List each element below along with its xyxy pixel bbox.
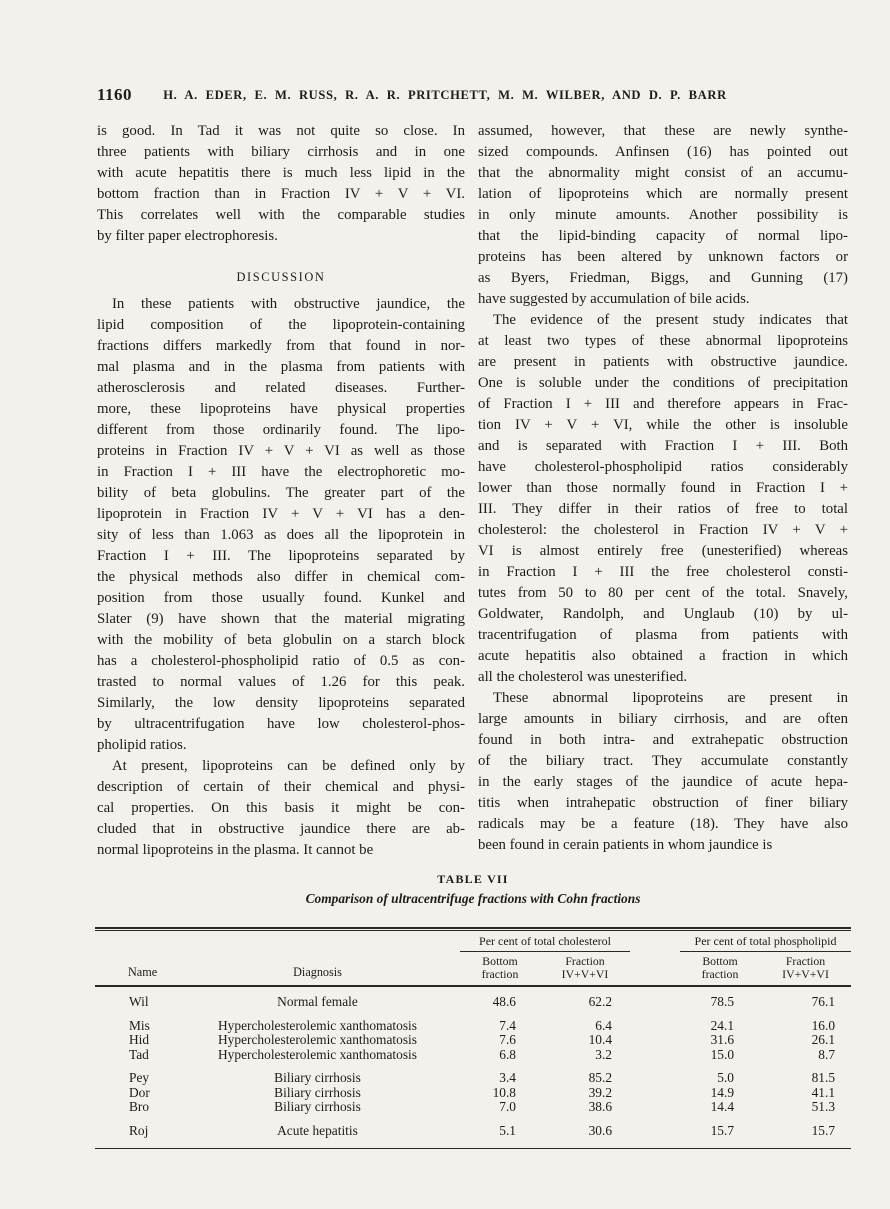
text-line: lation of lipoproteins which are normally present xyxy=(478,186,848,202)
col-group-phospholipid: Per cent of total phospholipid xyxy=(680,931,851,952)
table-row xyxy=(95,1019,851,1034)
text-line: at least two types of these abnormal lipoproteins xyxy=(478,333,848,349)
text-line: by filter paper electrophoresis. xyxy=(97,228,278,244)
cell-spacer xyxy=(630,1033,680,1048)
text-line: have cholesterol-phospholipid ratios considerably xyxy=(478,459,848,475)
running-head xyxy=(97,85,853,107)
text-line: At present, lipoproteins can be defined only by xyxy=(112,758,465,774)
cell-diagnosis: Acute hepatitis xyxy=(277,1122,358,1138)
cell-phos-fraction: 15.7 xyxy=(811,1122,836,1138)
cell-spacer xyxy=(630,1019,680,1034)
text-line: in only minute amounts. Another possibility is xyxy=(478,207,848,223)
text-line: in Fraction I + III the free cholesterol consti- xyxy=(478,564,848,580)
text-line: and is separated with Fraction I + III. Both xyxy=(478,438,848,454)
paragraph xyxy=(478,688,848,856)
col-header-phos-bottom: Bottom fraction xyxy=(680,952,760,987)
text-line: cholesterol: the cholesterol in Fraction IV + V + xyxy=(478,522,848,538)
cell-chol-bottom: 48.6 xyxy=(492,994,516,1009)
text-line: III. They differ in their ratios of free to total xyxy=(478,501,848,517)
table-row xyxy=(95,1100,851,1115)
text-line: proteins in Fraction IV + V + VI as well as those xyxy=(97,443,465,459)
cell-spacer xyxy=(630,986,680,1010)
text-line: tracentrifugation of plasma from patients with xyxy=(478,627,848,643)
col-header-name: Name xyxy=(95,931,175,986)
text-line: sized compounds. Anfinsen (16) has pointed out xyxy=(478,144,848,160)
cell-name: Tad xyxy=(129,1046,149,1062)
text-line: three patients with biliary cirrhosis and in one xyxy=(97,144,465,160)
cell-chol-fraction: 3.2 xyxy=(595,1046,613,1062)
col-header-diagnosis: Diagnosis xyxy=(175,931,460,986)
table-label: TABLE VII xyxy=(437,872,509,886)
text-line: Slater (9) have shown that the material migrating xyxy=(97,611,465,627)
col-header-phos-fraction: Fraction IV+V+VI xyxy=(760,952,851,987)
text-line: titis when intrahepatic obstruction of finer biliary xyxy=(478,795,848,811)
cell-chol-fraction: 38.6 xyxy=(588,1099,613,1114)
table-vii-section xyxy=(95,872,851,1149)
cell-phos-fraction: 41.1 xyxy=(811,1084,836,1100)
cell-phos-fraction: 51.3 xyxy=(811,1099,836,1114)
cell-diagnosis: Biliary cirrhosis xyxy=(274,1099,361,1114)
text-line: description of certain of their chemical and physi- xyxy=(97,779,465,795)
page-number: 1160 xyxy=(97,85,133,104)
text-line: large amounts in biliary cirrhosis, and are often xyxy=(478,711,848,727)
col-group-cholesterol: Per cent of total cholesterol xyxy=(460,931,630,952)
cell-chol-bottom: 3.4 xyxy=(499,1070,516,1085)
text-line: different from those ordinarily found. The lipo- xyxy=(97,422,465,438)
text-line: has a cholesterol-phospholipid ratio of 0.5 as con- xyxy=(97,653,465,669)
text-line: position from those usually found. Kunkel and xyxy=(97,590,465,606)
text-line: tutes from 50 to 80 per cent of the total. Snavely, xyxy=(478,585,848,601)
running-head-authors: H. A. EDER, E. M. RUSS, R. A. R. PRITCHETT, M. M. WILBER, AND D. P. BARR xyxy=(163,88,727,102)
cell-name: Roj xyxy=(129,1122,149,1138)
cell-name: Bro xyxy=(129,1099,150,1114)
paragraph xyxy=(97,121,465,247)
cell-chol-fraction: 10.4 xyxy=(588,1032,613,1047)
text-line: acute hepatitis also obtained a fraction in which xyxy=(478,648,848,664)
text-line: sity of less than 1.063 as does all the lipoprotein in xyxy=(97,527,465,543)
text-line: This correlates well with the comparable studies xyxy=(97,207,465,223)
text-line: cal properties. On this basis it might be con- xyxy=(97,800,465,816)
text-line: with the mobility of beta globulin on a starch block xyxy=(97,632,465,648)
text-line: by ultracentrifugation have low cholesterol-phos- xyxy=(97,716,465,732)
cell-phos-bottom: 78.5 xyxy=(710,994,735,1009)
text-line: that the lipid-binding capacity of normal lipo- xyxy=(478,228,848,244)
text-line: Goldwater, Randolph, and Unglaub (10) by ul- xyxy=(478,606,848,622)
cell-spacer xyxy=(630,1071,680,1086)
cell-spacer xyxy=(630,1048,680,1063)
col-spacer xyxy=(630,931,680,986)
text-line: found in both intra- and extrahepatic obstruction xyxy=(478,732,848,748)
cell-phos-bottom: 15.0 xyxy=(710,1046,735,1062)
text-line: lipid composition of the lipoprotein-containing xyxy=(97,317,465,333)
text-line: atherosclerosis and related diseases. Further- xyxy=(97,380,465,396)
text-line: is good. In Tad it was not quite so close. In xyxy=(97,123,465,139)
cell-name: Hid xyxy=(129,1032,150,1047)
left-column xyxy=(97,121,465,861)
row-group-gap xyxy=(95,1010,851,1019)
text-line: tion IV + V + VI, while the other is insoluble xyxy=(478,417,848,433)
cell-phos-bottom: 5.0 xyxy=(717,1070,735,1085)
text-line: One is soluble under the conditions of precipitation xyxy=(478,375,848,391)
cell-spacer xyxy=(630,1124,680,1149)
cell-name: Wil xyxy=(129,994,149,1009)
table-row xyxy=(95,1033,851,1048)
cell-diagnosis: Biliary cirrhosis xyxy=(274,1084,361,1100)
text-line: more, these lipoproteins have physical properties xyxy=(97,401,465,417)
text-line: trasted to normal values of 1.26 for this peak. xyxy=(97,674,465,690)
text-line: Similarly, the low density lipoproteins separated xyxy=(97,695,465,711)
text-line: In these patients with obstructive jaundice, the xyxy=(112,296,465,312)
text-line: of the biliary tract. They accumulate constantly xyxy=(478,753,848,769)
cell-phos-bottom: 14.4 xyxy=(710,1099,735,1114)
text-line: in the early stages of the jaundice of acute hepa- xyxy=(478,774,848,790)
cell-phos-fraction: 16.0 xyxy=(811,1017,836,1033)
table-row xyxy=(95,1086,851,1101)
cell-name: Mis xyxy=(129,1017,150,1033)
text-line: pholipid ratios. xyxy=(97,737,187,753)
text-line: lipoprotein in Fraction IV + V + VI has a den- xyxy=(97,506,465,522)
cell-chol-fraction: 39.2 xyxy=(588,1084,613,1100)
cell-chol-fraction: 30.6 xyxy=(588,1122,613,1138)
table-caption: Comparison of ultracentrifuge fractions with Cohn fractions xyxy=(305,891,641,906)
cell-diagnosis: Normal female xyxy=(277,994,358,1009)
cell-phos-fraction: 76.1 xyxy=(811,994,836,1009)
cell-phos-fraction: 81.5 xyxy=(811,1070,836,1085)
cell-phos-bottom: 24.1 xyxy=(710,1017,735,1033)
cell-diagnosis: Hypercholesterolemic xanthomatosis xyxy=(218,1046,417,1062)
text-line: mal plasma and in the plasma from patients with xyxy=(97,359,465,375)
text-line: proteins has been altered by unknown factors or xyxy=(478,249,848,265)
row-group-gap xyxy=(95,1062,851,1071)
cell-diagnosis: Biliary cirrhosis xyxy=(274,1070,361,1085)
text-line: that the abnormality might consist of an accumu- xyxy=(478,165,848,181)
cell-phos-fraction: 8.7 xyxy=(818,1046,836,1062)
col-header-chol-bottom: Bottom fraction xyxy=(460,952,540,987)
paragraph xyxy=(478,310,848,688)
cell-chol-bottom: 7.0 xyxy=(499,1099,516,1114)
cell-phos-fraction: 26.1 xyxy=(811,1032,836,1047)
table-row xyxy=(95,1071,851,1086)
cell-name: Dor xyxy=(129,1084,150,1100)
text-line: have suggested by accumulation of bile acids. xyxy=(478,291,750,307)
text-line: The evidence of the present study indicates that xyxy=(493,312,848,328)
text-line: Fraction I + III. The lipoproteins separated by xyxy=(97,548,465,564)
cell-diagnosis: Hypercholesterolemic xanthomatosis xyxy=(218,1032,417,1047)
text-line: cluded that in obstructive jaundice there are ab- xyxy=(97,821,465,837)
cell-diagnosis: Hypercholesterolemic xanthomatosis xyxy=(218,1017,417,1033)
table-row xyxy=(95,986,851,1010)
row-group-gap xyxy=(95,1115,851,1124)
cell-chol-bottom: 6.8 xyxy=(499,1046,516,1062)
text-line: normal lipoproteins in the plasma. It cannot be xyxy=(97,842,374,858)
text-line: the physical methods also differ in chemical com- xyxy=(97,569,465,585)
text-line: in Fraction I + III have the electrophoretic mo- xyxy=(97,464,465,480)
text-line: of Fraction I + III and therefore appears in Frac- xyxy=(478,396,848,412)
text-line: bility of beta globulins. The greater part of the xyxy=(97,485,465,501)
text-line: bottom fraction than in Fraction IV + V + VI. xyxy=(97,186,465,202)
text-line: These abnormal lipoproteins are present in xyxy=(493,690,848,706)
cell-chol-fraction: 6.4 xyxy=(595,1017,613,1033)
table-row xyxy=(95,1124,851,1149)
cell-chol-bottom: 7.4 xyxy=(499,1017,516,1033)
cell-chol-bottom: 5.1 xyxy=(499,1122,516,1138)
cell-name: Pey xyxy=(129,1070,150,1085)
body-columns xyxy=(97,121,848,861)
text-line: all the cholesterol was unesterified. xyxy=(478,669,688,685)
cell-phos-bottom: 15.7 xyxy=(710,1122,735,1138)
text-line: are present in patients with obstructive jaundice. xyxy=(478,354,848,370)
cell-chol-bottom: 7.6 xyxy=(499,1032,516,1047)
cell-chol-fraction: 85.2 xyxy=(588,1070,613,1085)
cell-phos-bottom: 14.9 xyxy=(710,1084,735,1100)
text-line: assumed, however, that these are newly synthe- xyxy=(478,123,848,139)
cell-chol-bottom: 10.8 xyxy=(492,1084,516,1100)
text-line: been found in cerain patients in whom jaundice is xyxy=(478,837,773,853)
table-vii xyxy=(95,931,851,1148)
text-line: with acute hepatitis there is much less lipid in the xyxy=(97,165,465,181)
table-bottom-rule xyxy=(95,1148,851,1149)
cell-chol-fraction: 62.2 xyxy=(588,994,613,1009)
text-line: lower than those normally found in Fraction I + xyxy=(478,480,848,496)
cell-spacer xyxy=(630,1086,680,1101)
table-row xyxy=(95,1048,851,1063)
right-column xyxy=(478,121,848,861)
col-header-chol-fraction: Fraction IV+V+VI xyxy=(540,952,630,987)
text-line: fractions differs markedly from that found in nor- xyxy=(97,338,465,354)
paragraph xyxy=(478,121,848,310)
text-line: VI is almost entirely free (unesterified) whereas xyxy=(478,543,848,559)
section-heading: DISCUSSION xyxy=(236,270,326,284)
text-line: radicals may be a feature (18). They have also xyxy=(478,816,848,832)
paragraph xyxy=(97,756,465,861)
paragraph xyxy=(97,294,465,756)
cell-spacer xyxy=(630,1100,680,1115)
text-line: as Byers, Friedman, Biggs, and Gunning (17) xyxy=(478,270,848,286)
cell-phos-bottom: 31.6 xyxy=(710,1032,735,1047)
